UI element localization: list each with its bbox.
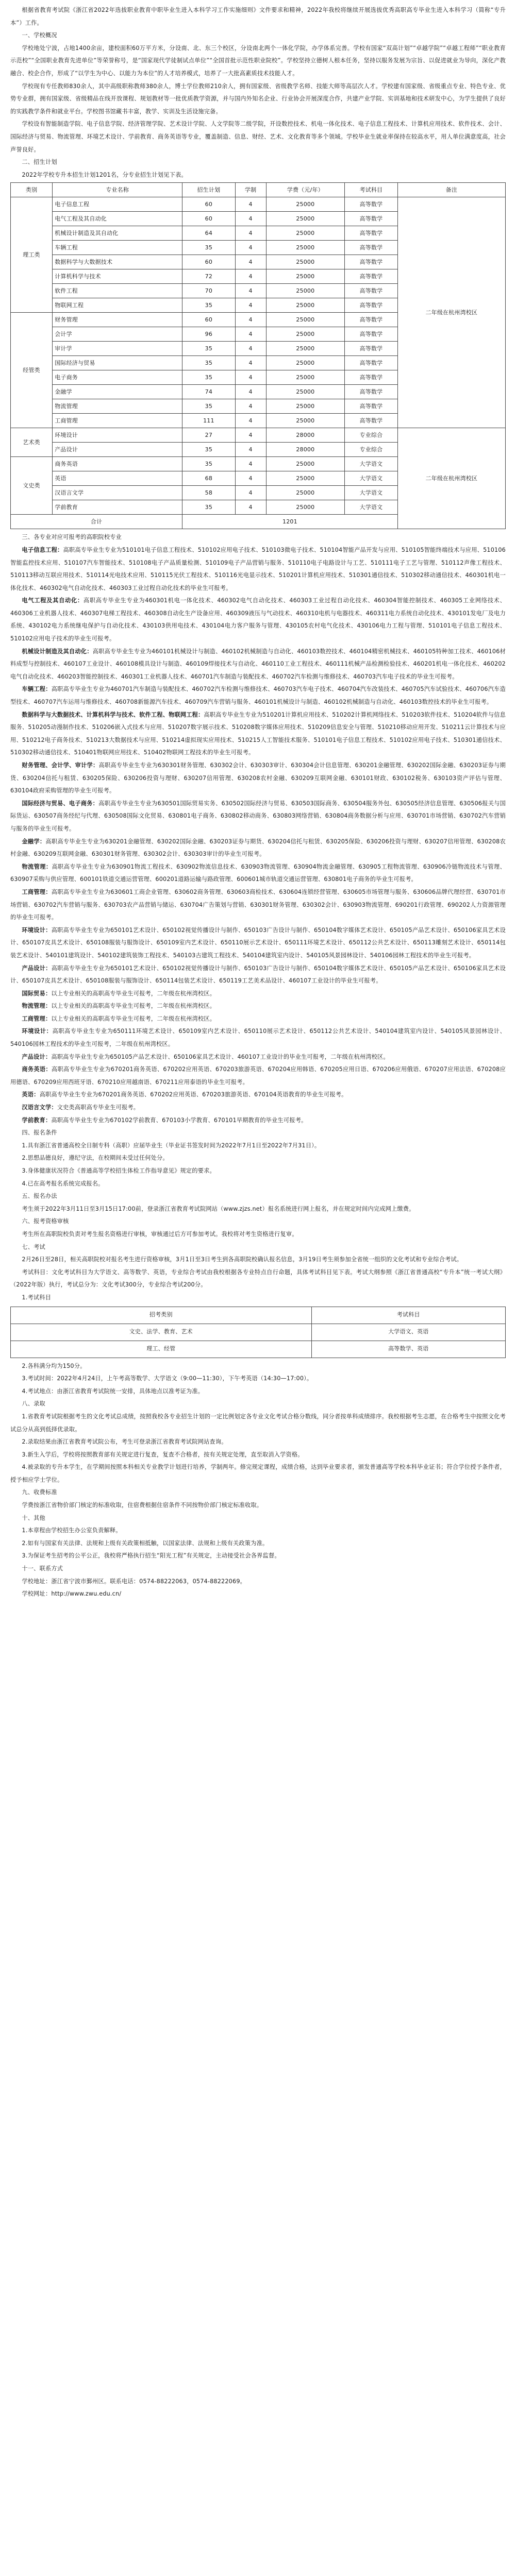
major-cell: 物联网工程 xyxy=(53,298,182,313)
exam-cell: 高等数学 xyxy=(345,241,398,255)
major-label: 学前教育： xyxy=(22,1116,52,1124)
body-paragraph: 3.身体健康状况符合《普通高等学校招生体检工作指导意见》规定的要求。 xyxy=(22,1167,215,1174)
exam-subject-table xyxy=(10,1307,506,1358)
body-paragraph: 八、录取 xyxy=(22,1400,45,1408)
major-label: 环境设计： xyxy=(22,926,52,934)
major-cell: 机械设计制造及其自动化 xyxy=(53,226,182,241)
exam-subjects-cell: 大学语文、英语 xyxy=(311,1324,505,1341)
years-cell: 4 xyxy=(235,486,266,500)
major-label: 国际贸易： xyxy=(22,990,52,997)
header-remark: 备注 xyxy=(397,183,505,197)
exam-category-cell: 文史、法学、教育、艺术 xyxy=(11,1324,312,1341)
body-paragraph xyxy=(10,1114,506,1127)
years-cell: 4 xyxy=(235,197,266,212)
plan-cell: 96 xyxy=(182,327,236,342)
major-text: 以上专业相关的高职高专毕业生可报考，二年级在杭州湾校区。 xyxy=(51,1003,216,1010)
header-years: 学制 xyxy=(235,183,266,197)
years-cell: 4 xyxy=(235,269,266,284)
major-text: 高职高专毕业生专业为670201商务英语、670202应用英语、670203旅游英语、670104英语教育的毕业生可报考。 xyxy=(39,1091,347,1098)
body-paragraph: 四、报名条件 xyxy=(22,1129,57,1137)
exam-category-cell: 理工、经管 xyxy=(11,1341,312,1358)
header-plan: 招生计划 xyxy=(182,183,236,197)
body-paragraph: 1.省教育考试院根据考生的文化考试总成绩，按照我校各专业招生计划的一定比例划定各专业文化考试合格分数线，同分者按单科成绩排序。我校根据考生志愿，在合格考生中按照文化考试总分从高到低择优录取。 xyxy=(10,1413,506,1433)
tuition-cell: 25000 xyxy=(266,414,345,428)
exam-cell: 高等数学 xyxy=(345,255,398,269)
body-paragraph: 2.各科满分均为150分。 xyxy=(22,1362,86,1369)
category-cell: 艺术类 xyxy=(11,428,53,457)
tuition-cell: 25000 xyxy=(266,313,345,327)
major-cell: 软件工程 xyxy=(53,284,182,298)
intro-paragraph: 二、招生计划 xyxy=(22,159,57,166)
intro-paragraph: 学校设有智能制造学院、电子信息学院、经济管理学院、艺术设计学院、人文学院等二级学院，开设数控技术、机电一体化技术、电子信息工程技术、计算机应用技术、软件技术、会计、国际经济与贸易、物流管理、环境艺术设计、学前教育、商务英语等专业，覆盖制造、信息、财经、艺术、文化教育等多个领域。学校毕业生就业率保持在较高水平，用人单位满意度高，社会声誉良好。 xyxy=(10,121,506,153)
body-paragraph xyxy=(10,1089,506,1101)
major-cell: 工商管理 xyxy=(53,414,182,428)
years-cell: 4 xyxy=(235,313,266,327)
intro-paragraph: 学校地处宁波，占地1400余亩，建校面积60万平方米，分设南、北、东三个校区，分设南北两个一体化学院，办学体系完善。学校有国家“双高计划”“卓越学院”“卓越工程师”“职业教育示范校”“全国职业教育先进单位”等荣誉称号，是“国家现代学徒制试点单位”“全国首批示范性职业院校”。学校坚持立德树人根本任务，坚持以服务发展为宗旨、以促进就业为导向，深化产教融合、校企合作，形成了“以学生为中心、以能力为本位”的人才培养模式，培养了一大批高素质技术技能人才。 xyxy=(10,44,506,77)
body-sections xyxy=(10,531,506,1292)
plan-cell: 35 xyxy=(182,399,236,414)
major-text: 高职高专毕业生专业为510201计算机应用技术、510202计算机网络技术、510203软件技术、510204软件与信息服务、510205动漫制作技术、510206嵌入式技术与应用、510207数字展示技术、510208数字媒体应用技术、510209信息安全与管理、510210移动应用开发、510211云计算技术与应用、510212电子商务技术、510213大数据技术与应用、510214虚拟现实应用技术、510215人工智能技术服务、510101电子信息工程技术、510102应用电子技术、510301通信技术、510302移动通信技术、510401物联网应用技术、510402物联网工程技术的毕业生可报考。 xyxy=(10,711,506,756)
tuition-cell: 28000 xyxy=(266,428,345,443)
body-paragraph: 1.本章程由学校招生办公室负责解释。 xyxy=(22,1527,122,1534)
major-text: 以上专业相关的高职高专毕业生可报考，二年级在杭州湾校区。 xyxy=(51,1015,216,1022)
body-paragraph: 六、报考资格审核 xyxy=(22,1218,69,1225)
body-paragraph: 2.如有与国家有关法律、法规和上级有关政策相抵触，以国家法律、法规和上级有关政策为准。 xyxy=(22,1539,269,1547)
years-cell: 4 xyxy=(235,399,266,414)
major-cell: 商务英语 xyxy=(53,457,182,471)
major-text: 高职高专毕业生专业为630601工商企业管理、630602商务管理、630603商检技术、630604连锁经营管理、630605市场管理与服务、630606品牌代理经营、630701市场营销、630702汽车营销与服务、630703农产品营销与储运、630704广告策划与营销、630301财务管理、630302会计、630903物流管理、690201行政管理、690202人力资源管理的毕业生可报考。 xyxy=(10,888,506,921)
major-cell: 审计学 xyxy=(53,342,182,356)
years-cell: 4 xyxy=(235,500,266,515)
major-cell: 汉语言文学 xyxy=(53,486,182,500)
body-paragraph: 4.考试地点：由浙江省教育考试院统一安排，具体地点以准考证为准。 xyxy=(22,1387,204,1395)
major-cell: 电子商务 xyxy=(53,370,182,385)
body-paragraph: 考试科目：文化考试科目为大学语文、高等数学、英语，专业综合考试由我校根据各专业特点自行命题，具体考试科目见下表。考试大纲参照《浙江省普通高校“专升本”统一考试大纲》（2022年版）执行，考试总分为：文化考试300分，专业综合考试200分。 xyxy=(10,1268,506,1289)
enrollment-plan-table xyxy=(10,182,506,529)
major-text: 高职高专毕业生专业为650111环境艺术设计、650109室内艺术设计、650110展示艺术设计、650112公共艺术设计、540104建筑室内设计、540105风景园林设计、540106园林工程技术的毕业生可报考，二年级在杭州湾校区。 xyxy=(10,1028,506,1048)
major-label: 国际经济与贸易、电子商务： xyxy=(22,800,99,807)
exam-cell: 高等数学 xyxy=(345,212,398,226)
years-cell: 4 xyxy=(235,284,266,298)
body-paragraph: 学校地址：浙江省宁波市鄞州区。联系电话：0574-88222063，0574-88222069。 xyxy=(22,1578,246,1585)
body-paragraph xyxy=(10,1000,506,1013)
intro-paragraph: 学校现有专任教师830余人，其中高级职称教师380余人，博士学位教师210余人，拥有国家级、省级教学名师、技能大师等高层次人才。学校建有国家级、省级重点专业、特色专业、优势专业群，拥有国家级、省级精品在线开放课程、规划教材等一批优质教学资源，并与国内外知名企业、行业协会开展深度合作，共建产业学院、实训基地和技术研发中心，为学生提供了良好的实践教学条件和就业平台。学校图书馆藏书丰富，教学、实训及生活设施完备。 xyxy=(10,82,506,115)
body-paragraph: 考生须于2022年3月11日至3月15日17:00前，登录浙江省教育考试院网站（www.zjzs.net）报名系统进行网上报名，并在规定时间内完成网上缴费。 xyxy=(22,1205,415,1212)
years-cell: 4 xyxy=(235,356,266,370)
major-label: 物流管理： xyxy=(22,863,52,870)
major-cell: 产品设计 xyxy=(53,443,182,457)
major-label: 车辆工程： xyxy=(22,686,52,693)
exam-cell: 专业综合 xyxy=(345,443,398,457)
body-paragraph xyxy=(10,1013,506,1026)
exam-cell: 高等数学 xyxy=(345,269,398,284)
major-text: 高职高专毕业生专业为460301机电一体化技术、460302电气自动化技术、460303工业过程自动化技术、460304智能控制技术、460305工业网络技术、460306工业机器人技术、460307电梯工程技术、460308自动化生产设备应用、460309液压与气动技术、460310电机与电器技术、460311电力系统自动化技术、430101发电厂及电力系统、430102电力系统继电保护与自动化技术、430103供用电技术、430104电力客户服务与管理、430105农村电气化技术、430106电力工程与管理、510101电子信息工程技术、510102应用电子技术的毕业生可报考。 xyxy=(10,597,506,642)
tuition-cell: 25000 xyxy=(266,356,345,370)
plan-cell: 35 xyxy=(182,500,236,515)
plan-cell: 74 xyxy=(182,385,236,399)
plan-cell: 35 xyxy=(182,342,236,356)
tuition-cell: 25000 xyxy=(266,486,345,500)
intro-paragraph: 一、学校概况 xyxy=(22,32,57,39)
plan-cell: 35 xyxy=(182,241,236,255)
tuition-cell: 25000 xyxy=(266,457,345,471)
tuition-cell: 28000 xyxy=(266,443,345,457)
body-paragraph xyxy=(10,1051,506,1064)
body-paragraph: 五、报名办法 xyxy=(22,1193,57,1200)
years-cell: 4 xyxy=(235,457,266,471)
body-paragraph: 3.新生入学后，学校将按照教育部有关规定进行复查，复查不合格者，按有关规定处理，直至取消入学资格。 xyxy=(22,1451,304,1458)
body-paragraph: 九、收费标准 xyxy=(22,1489,57,1496)
body-paragraph xyxy=(10,1063,506,1089)
years-cell: 4 xyxy=(235,241,266,255)
body-paragraph: 考生所在高职院校负责对考生报名资格进行审核，审核通过后方可参加考试。我校将对考生资格进行复审。 xyxy=(22,1230,298,1238)
plan-cell: 35 xyxy=(182,370,236,385)
major-cell: 金融学 xyxy=(53,385,182,399)
years-cell: 4 xyxy=(235,342,266,356)
category-cell: 经管类 xyxy=(11,313,53,428)
plan-cell: 60 xyxy=(182,255,236,269)
plan-cell: 58 xyxy=(182,486,236,500)
body-paragraph: 4.被录取的专升本学生，在学期间按照本科相关专业教学计划进行培养，学制两年。修完规定课程，成绩合格，达到毕业要求者，颁发普通高等学校本科毕业证书；符合学位授予条件者，授予相应学士学位。 xyxy=(10,1464,506,1483)
intro-paragraph: 2022年学校专升本招生计划1201名，分专业招生计划见下表。 xyxy=(22,171,187,178)
years-cell: 4 xyxy=(235,428,266,443)
body-paragraph: 三、各专业对应可报考的高职院校专业 xyxy=(22,534,122,541)
exam-subjects-cell: 高等数学、英语 xyxy=(311,1341,505,1358)
plan-cell: 64 xyxy=(182,226,236,241)
years-cell: 4 xyxy=(235,255,266,269)
major-text: 高职高专毕业生专业为650105产品艺术设计、650106家具艺术设计、460107工业设计的毕业生可报考，二年级在杭州湾校区。 xyxy=(51,1053,389,1060)
major-text: 高职高专毕业生专业为630901物流工程技术、630902物流信息技术、630903物流管理、630904物流金融管理、630905工程物流管理、630906冷链物流技术与管理、630907采购与供应管理、600101铁道交通运营管理、600201道路运输与路政管理、600601城市轨道交通运营管理、630801电子商务的毕业生可报考。 xyxy=(10,863,506,883)
body-paragraph xyxy=(10,759,506,798)
major-label: 工商管理： xyxy=(22,1015,52,1022)
major-cell: 会计学 xyxy=(53,327,182,342)
exam-cell: 高等数学 xyxy=(345,197,398,212)
major-text: 高职高专毕业生专业为510101电子信息工程技术、510102应用电子技术、510103微电子技术、510104智能产品开发与应用、510105智能终端技术与应用、510106智能监控技术应用、510107汽车智能技术、510108电子产品质量检测、510109电子产品营销与服务、510110电子电路设计与工艺、510111电子工艺与管理、510112声像工程技术、510113移动互联应用技术、510114光电技术应用、510115光伏工程技术、510116光电显示技术、510201计算机应用技术、510301通信技术、510302移动通信技术、460301机电一体化技术、460302电气自动化技术、460303工业过程自动化技术的毕业生可报考。 xyxy=(10,546,506,591)
table-row xyxy=(11,197,506,212)
table-body xyxy=(11,1324,506,1358)
major-text: 文史类高职高专毕业生可报考。 xyxy=(57,1104,140,1111)
exam-cell: 高等数学 xyxy=(345,298,398,313)
body-paragraph xyxy=(10,798,506,836)
body-paragraph xyxy=(10,709,506,759)
tuition-cell: 25000 xyxy=(266,212,345,226)
body-paragraph xyxy=(10,683,506,708)
table-row xyxy=(11,1341,506,1358)
body-paragraph: 七、考试 xyxy=(22,1243,45,1250)
body-paragraph xyxy=(10,1101,506,1114)
years-cell: 4 xyxy=(235,298,266,313)
major-label: 数据科学与大数据技术、计算机科学与技术、软件工程、物联网工程： xyxy=(22,711,204,718)
tuition-cell: 25000 xyxy=(266,255,345,269)
header-exam: 考试科目 xyxy=(345,183,398,197)
body-paragraph: 学校网址：http://www.zwu.edu.cn/ xyxy=(22,1590,122,1598)
category-cell: 文史类 xyxy=(11,457,53,515)
major-label: 财务管理、会计学、审计学： xyxy=(22,762,99,769)
exam-cell: 大学语文 xyxy=(345,486,398,500)
exam-cell: 高等数学 xyxy=(345,226,398,241)
major-text: 高职高专毕业生专业为630201金融管理、630202国际金融、630203证券与期货、630204信托与租赁、630205保险、630206投资与理财、630207信用管理、630208农村金融、630209互联网金融、630301财务管理、630302会计、630303审计的毕业生可报考。 xyxy=(10,838,506,858)
years-cell: 4 xyxy=(235,443,266,457)
major-text: 高职高专毕业生专业为630301财务管理、630302会计、630303审计、630304会计信息管理、630201金融管理、630202国际金融、630203证券与期货、630204信托与租赁、630205保险、630206投资与理财、630207信用管理、630208农村金融、630209互联网金融、630101财政、630102税务、630103资产评估与管理、630104政府采购管理的毕业生可报考。 xyxy=(10,762,506,794)
plan-cell: 35 xyxy=(182,443,236,457)
major-label: 环境设计： xyxy=(22,1028,53,1035)
tuition-cell: 25000 xyxy=(266,370,345,385)
years-cell: 4 xyxy=(235,226,266,241)
plan-cell: 27 xyxy=(182,428,236,443)
document-page xyxy=(10,0,506,1601)
years-cell: 4 xyxy=(235,414,266,428)
header-category: 类别 xyxy=(11,183,53,197)
major-label: 电气工程及其自动化： xyxy=(22,597,84,604)
major-cell: 物流管理 xyxy=(53,399,182,414)
intro-section xyxy=(10,4,506,181)
exam-cell: 高等数学 xyxy=(345,327,398,342)
tuition-cell: 25000 xyxy=(266,241,345,255)
plan-cell: 111 xyxy=(182,414,236,428)
major-text: 以上专业相关的高职高专毕业生可报考，二年级在杭州湾校区。 xyxy=(51,990,216,997)
exam-cell: 高等数学 xyxy=(345,313,398,327)
body-paragraph: 学费按浙江省物价部门核定的标准收取，住宿费根据住宿条件不同按物价部门核定标准收取。 xyxy=(22,1502,263,1509)
exam-subject-heading: 1.考试科目 xyxy=(22,1294,52,1301)
tuition-cell: 25000 xyxy=(266,500,345,515)
tuition-cell: 25000 xyxy=(266,471,345,486)
exam-cell: 大学语文 xyxy=(345,471,398,486)
plan-cell: 35 xyxy=(182,356,236,370)
major-label: 机械设计制造及其自动化： xyxy=(22,648,93,655)
header-major: 专业名称 xyxy=(53,183,182,197)
intro-paragraph: 根据省教育考试院《浙江省2022年选拔职业教育中职毕业生进入本科学习工作实施细则》文件要求和精神，2022年我校将继续开展选拔优秀高职高专毕业生进入本科学习（简称“专升本”）工作。 xyxy=(10,7,506,26)
body-paragraph: 3.为保证考生招考的公平公正，我校将严格执行招生“阳光工程”有关规定，主动接受社会各界监督。 xyxy=(22,1552,280,1560)
tuition-cell: 25000 xyxy=(266,385,345,399)
exam-cell: 高等数学 xyxy=(345,342,398,356)
major-label: 电子信息工程： xyxy=(22,546,63,553)
major-text: 高职高专毕业生专业为650101艺术设计、650102视觉传播设计与制作、650103广告设计与制作、650104数字媒体艺术设计、650105产品艺术设计、650106家具艺术设计、650107皮具艺术设计、650108服装与服饰设计、650114包装艺术设计、650119工艺美术品设计、460107工业设计的毕业生可报考。 xyxy=(10,964,506,985)
major-cell: 车辆工程 xyxy=(53,241,182,255)
years-cell: 4 xyxy=(235,471,266,486)
exam-cell: 高等数学 xyxy=(345,399,398,414)
tuition-cell: 25000 xyxy=(266,197,345,212)
total-label: 合计 xyxy=(11,515,182,529)
body-paragraph: 十、其他 xyxy=(22,1514,45,1521)
body-paragraph: 2月26日至28日，相关高职院校对报名考生进行资格审核，3月1日至3日考生到各高职院校确认报名信息，3月19日考生须参加全省统一组织的文化考试和专业综合考试。 xyxy=(22,1256,463,1263)
plan-cell: 70 xyxy=(182,284,236,298)
exam-cell: 大学语文 xyxy=(345,457,398,471)
tuition-cell: 25000 xyxy=(266,399,345,414)
major-cell: 财务管理 xyxy=(53,313,182,327)
plan-cell: 60 xyxy=(182,197,236,212)
table-row xyxy=(11,428,506,443)
major-label: 金融学： xyxy=(22,838,46,845)
major-text: 高职高专毕业生专业为630501国际贸易实务、630502国际经济与贸易、630503国际商务、630504服务外包、630505经济信息管理、630506报关与国际货运、630507商务经纪与代理、630508国际文化贸易、630801电子商务、630802移动商务、630803网络营销、630804商务数据分析与应用、630701市场营销、630702汽车营销与服务的毕业生可报考。 xyxy=(10,800,506,832)
years-cell: 4 xyxy=(235,327,266,342)
body-paragraph xyxy=(10,962,506,988)
exam-cell: 高等数学 xyxy=(345,284,398,298)
major-text: 高职高专毕业生专业为460101机械设计与制造、460102机械制造与自动化、460103数控技术、460104精密机械技术、460105特种加工技术、460106材料成型与控制技术、460107工业设计、460108模具设计与制造、460109焊接技术与自动化、460110工业工程技术、460111机械产品检测检验技术、460201机电一体化技术、460202电气自动化技术、460203智能控制技术、460301工业机器人技术、460701汽车制造与装配技术、460702汽车检测与维修技术、460703汽车电子技术的毕业生可报考。 xyxy=(10,648,506,680)
plan-cell: 72 xyxy=(182,269,236,284)
major-cell: 英语 xyxy=(53,471,182,486)
major-cell: 计算机科学与技术 xyxy=(53,269,182,284)
exam-cell: 高等数学 xyxy=(345,356,398,370)
major-label: 汉语言文学： xyxy=(22,1104,57,1111)
tuition-cell: 25000 xyxy=(266,298,345,313)
plan-cell: 60 xyxy=(182,313,236,327)
table-header-row xyxy=(11,183,506,197)
tuition-cell: 25000 xyxy=(266,284,345,298)
body-paragraph xyxy=(10,1025,506,1050)
body-paragraph xyxy=(10,544,506,595)
remark-cell: 二年级在杭州湾校区 xyxy=(397,197,505,428)
major-text: 高职高专毕业生专业为650101艺术设计、650102视觉传播设计与制作、650103广告设计与制作、650104数字媒体艺术设计、650105产品艺术设计、650106家具艺术设计、650107皮具艺术设计、650108服装与服饰设计、650109室内艺术设计、650110展示艺术设计、650111环境艺术设计、650112公共艺术设计、650113雕刻艺术设计、650114包装艺术设计、540101建筑设计、540102建筑装饰工程技术、540103古建筑工程技术、540104建筑室内设计、540105风景园林设计、540106园林工程技术的毕业生可报考。 xyxy=(10,926,506,959)
header-exam-subjects: 考试科目 xyxy=(311,1307,505,1324)
major-cell: 数据科学与大数据技术 xyxy=(53,255,182,269)
major-text: 高职高专毕业生专业为670102学前教育、670103小学教育、670101早期教育的毕业生可报考。 xyxy=(51,1116,307,1124)
plan-cell: 68 xyxy=(182,471,236,486)
plan-cell: 35 xyxy=(182,298,236,313)
body-paragraph xyxy=(10,836,506,861)
body-paragraph xyxy=(10,988,506,1001)
body-paragraph: 4.已在高考报名系统完成报名。 xyxy=(22,1180,104,1187)
body-sections-2 xyxy=(10,1360,506,1601)
exam-cell: 高等数学 xyxy=(345,370,398,385)
major-label: 商务英语： xyxy=(22,1066,52,1073)
tuition-cell: 25000 xyxy=(266,342,345,356)
tuition-cell: 25000 xyxy=(266,327,345,342)
body-paragraph: 2.思想品德良好，遵纪守法，在校期间未受过任何处分。 xyxy=(22,1155,169,1162)
table-header-row xyxy=(11,1307,506,1324)
exam-cell: 高等数学 xyxy=(345,385,398,399)
major-label: 产品设计： xyxy=(22,1053,52,1060)
major-label: 工商管理： xyxy=(22,888,52,895)
major-label: 产品设计： xyxy=(22,964,52,972)
body-paragraph xyxy=(10,646,506,684)
body-paragraph xyxy=(10,924,506,962)
header-tuition: 学费（元/年） xyxy=(266,183,345,197)
body-paragraph xyxy=(10,861,506,886)
years-cell: 4 xyxy=(235,385,266,399)
plan-cell: 60 xyxy=(182,212,236,226)
major-cell: 国际经济与贸易 xyxy=(53,356,182,370)
major-text: 高职高专毕业生专业为670201商务英语、670202应用英语、670203旅游英语、670204应用韩语、670205应用日语、670206应用俄语、670207应用法语、670208应用德语、670209应用西班牙语、670210应用越南语、670211应用泰语的毕业生可报考。 xyxy=(10,1066,506,1086)
table-row xyxy=(11,1324,506,1341)
tuition-cell: 25000 xyxy=(266,269,345,284)
total-value: 1201 xyxy=(182,515,398,529)
major-cell: 环境设计 xyxy=(53,428,182,443)
major-cell: 学前教育 xyxy=(53,500,182,515)
years-cell: 4 xyxy=(235,370,266,385)
tuition-cell: 25000 xyxy=(266,226,345,241)
major-label: 物流管理： xyxy=(22,1003,52,1010)
remark-cell: 二年级在杭州湾校区 xyxy=(397,428,505,529)
body-paragraph: 2.录取结果由浙江省教育考试院公布，考生可登录浙江省教育考试院网站查询。 xyxy=(22,1438,227,1446)
header-exam-category: 招考类别 xyxy=(11,1307,312,1324)
major-label: 英语： xyxy=(22,1091,40,1098)
exam-cell: 专业综合 xyxy=(345,428,398,443)
category-cell: 理工类 xyxy=(11,197,53,313)
body-paragraph: 3.考试时间：2022年4月24日，上午考高等数学、大学语文（9:00—11:30），下午考英语（14:30—17:00）。 xyxy=(22,1375,313,1382)
plan-cell: 35 xyxy=(182,457,236,471)
major-cell: 电气工程及其自动化 xyxy=(53,212,182,226)
major-cell: 电子信息工程 xyxy=(53,197,182,212)
major-text: 高职高专毕业生专业为460701汽车制造与装配技术、460702汽车检测与维修技术、460703汽车电子技术、460704汽车改装技术、460705汽车试验技术、460706汽车造型技术、460707汽车运用与维修技术、460708新能源汽车技术、460709汽车营销与服务、460101机械设计与制造、460102机械制造与自动化、460103数控技术的毕业生可报考。 xyxy=(10,686,506,706)
body-paragraph: 十一、联系方式 xyxy=(22,1565,63,1572)
exam-cell: 高等数学 xyxy=(345,414,398,428)
body-paragraph: 1.具有浙江省普通高校全日制专科（高职）应届毕业生（毕业证书签发时间为2022年7月1日至2022年7月31日）。 xyxy=(22,1142,321,1149)
table-body xyxy=(11,197,506,529)
body-paragraph xyxy=(10,595,506,645)
years-cell: 4 xyxy=(235,212,266,226)
body-paragraph xyxy=(10,886,506,924)
exam-cell: 大学语文 xyxy=(345,500,398,515)
